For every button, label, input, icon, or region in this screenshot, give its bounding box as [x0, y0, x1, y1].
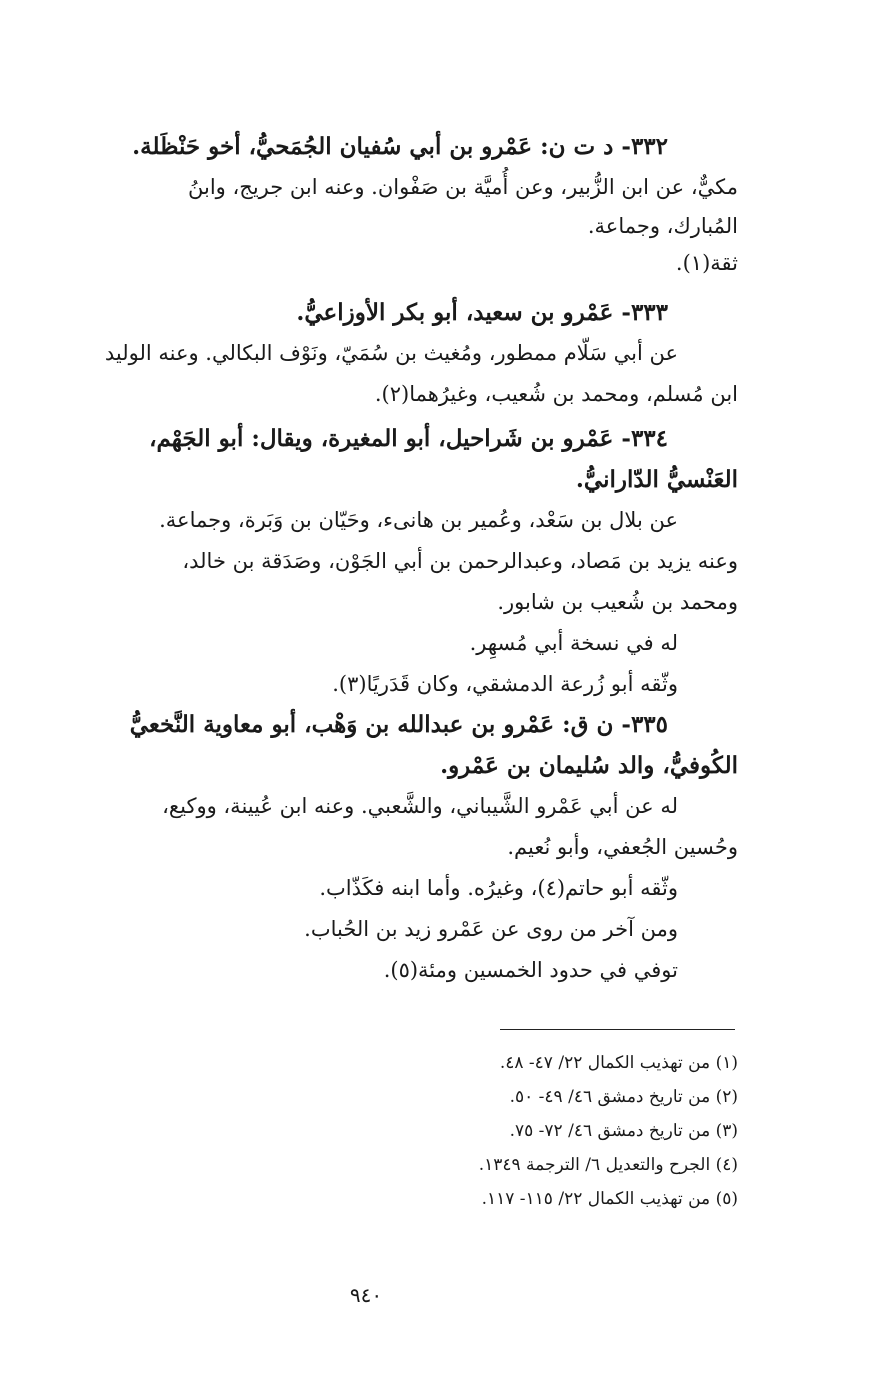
entry-heading: ٣٣٤- عَمْرو بن شَراحيل، أبو المغيرة، ويقال: أبو الجَهْم،: [149, 425, 668, 452]
entry-text-line: وحُسين الجُعفي، وأبو نُعيم.: [507, 835, 738, 859]
entry-text-line: عن بلال بن سَعْد، وعُمير بن هانىء، وحَيّان بن وَبَرة، وجماعة.: [159, 508, 678, 532]
entry-heading: ٣٣٢- د ت ن: عَمْرو بن أبي سُفيان الجُمَحيُّ، أخو حَنْظَلة.: [132, 133, 668, 160]
entry-text-line: وثّقه أبو حاتم(٤)، وغيرُه. وأما ابنه فكَذّاب.: [319, 876, 678, 900]
entry-text-line: المُبارك، وجماعة.: [587, 214, 738, 238]
entry-text-line: له عن أبي عَمْرو الشَّيباني، والشَّعبي. وعنه ابن عُيينة، ووكيع،: [162, 794, 678, 818]
footnotes: [300, 1046, 738, 1216]
entry-heading: الكُوفيُّ، والد سُليمان بن عَمْرو.: [440, 752, 738, 779]
entry-text-line: توفي في حدود الخمسين ومئة(٥).: [383, 958, 678, 982]
footnote-item: (١) من تهذيب الكمال ٢٢/ ٤٧- ٤٨.: [499, 1053, 738, 1073]
footnote-item: (٤) الجرح والتعديل ٦/ الترجمة ١٣٤٩.: [478, 1155, 738, 1175]
entry-heading: ٣٣٥- ن ق: عَمْرو بن عبدالله بن وَهْب، أبو معاوية النَّخعيُّ: [129, 711, 668, 738]
entry-text-line: وعنه يزيد بن مَصاد، وعبدالرحمن بن أبي الجَوْن، وصَدَقة بن خالد،: [182, 549, 738, 573]
entry-334: [22, 418, 738, 705]
entry-text-line: ابن مُسلم، ومحمد بن شُعيب، وغيرُهما(٢).: [374, 382, 738, 406]
entry-text-line: ثقة(١).: [675, 251, 738, 275]
entry-text-line: ومن آخر من روى عن عَمْرو زيد بن الحُباب.: [304, 917, 678, 941]
entry-heading: ٣٣٣- عَمْرو بن سعيد، أبو بكر الأوزاعيُّ.: [296, 299, 668, 326]
entry-335: [22, 704, 738, 991]
footnote-divider: [500, 1029, 735, 1030]
footnote-item: (٢) من تاريخ دمشق ٤٦/ ٤٩- ٥٠.: [509, 1087, 738, 1107]
entry-text-line: وثّقه أبو زُرعة الدمشقي، وكان قَدَريًا(٣).: [332, 672, 678, 696]
entry-text-line: له في نسخة أبي مُسهِر.: [469, 631, 678, 655]
entry-text-line: عن أبي سَلّام ممطور، ومُغيث بن سُمَيّ، ونَوْف البكالي. وعنه الوليد: [104, 341, 678, 365]
entry-heading: العَنْسيُّ الدّارانيُّ.: [575, 466, 738, 493]
entry-332: [22, 126, 738, 282]
entry-text-line: مكيٌّ، عن ابن الزُّبير، وعن أُميَّة بن صَفْوان. وعنه ابن جريج، وابنُ: [188, 175, 738, 199]
page-number: ٩٤٠: [349, 1283, 383, 1307]
footnote-item: (٥) من تهذيب الكمال ٢٢/ ١١٥- ١١٧.: [481, 1189, 738, 1209]
entry-text-line: ومحمد بن شُعيب بن شابور.: [497, 590, 738, 614]
entry-333: [22, 292, 738, 415]
footnote-item: (٣) من تاريخ دمشق ٤٦/ ٧٢- ٧٥.: [509, 1121, 738, 1141]
